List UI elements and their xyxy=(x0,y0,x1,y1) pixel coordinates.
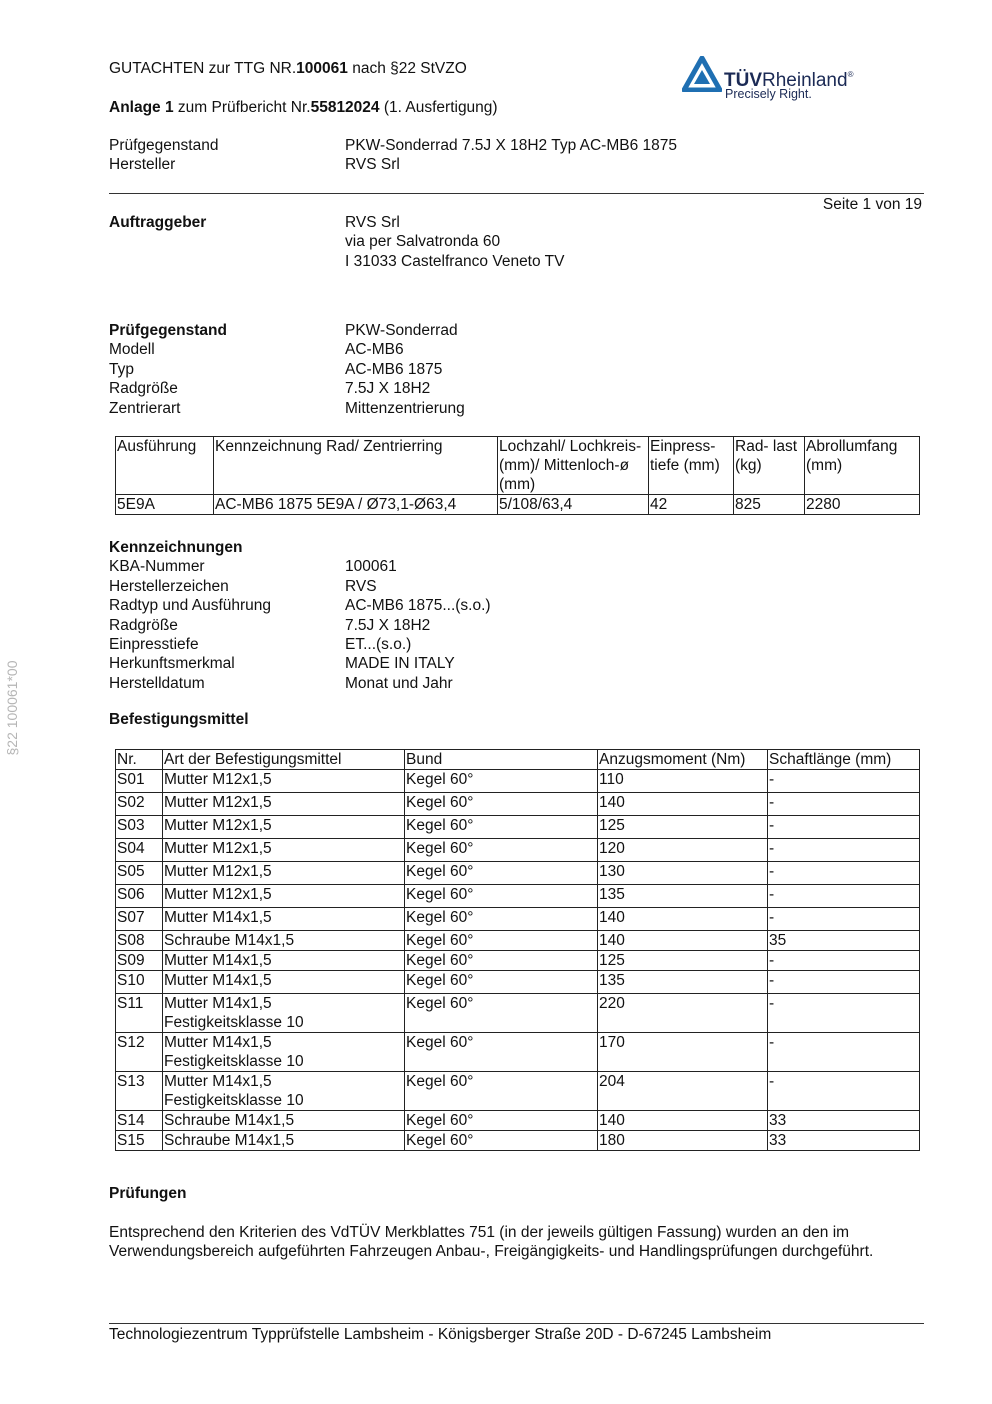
table-row xyxy=(116,770,920,793)
object-heading: Prüfgegenstand xyxy=(109,322,227,339)
summary-row xyxy=(109,155,929,174)
table-cell: - xyxy=(768,793,920,816)
table-cell: - xyxy=(768,908,920,931)
table-cell: 5/108/63,4 xyxy=(498,495,649,515)
markings-block xyxy=(109,538,929,693)
summary-label: Prüfgegenstand xyxy=(109,137,219,154)
table-cell: Kegel 60° xyxy=(405,1111,598,1131)
report-subtitle: Anlage 1 zum Prüfbericht Nr.55812024 (1. Ausfertigung) xyxy=(109,99,498,116)
table-cell: S14 xyxy=(116,1111,163,1131)
table-row xyxy=(116,495,920,515)
column-header: Abrollumfang (mm) xyxy=(805,437,920,495)
table-cell: Kegel 60° xyxy=(405,885,598,908)
tests-text: Entsprechend den Kriterien des VdTÜV Merkblattes 751 (in der jeweils gültigen Fassung) wurden an den im Verwendungsbereich aufgeführten Fahrzeugen Anbau-, Freigängigkeits- und Handlingsprüfungen durchgeführt. xyxy=(109,1224,874,1261)
table-cell: 825 xyxy=(734,495,805,515)
table-row xyxy=(116,1033,920,1072)
table-row xyxy=(116,885,920,908)
table-cell: 140 xyxy=(598,793,768,816)
table-cell: S09 xyxy=(116,951,163,971)
table-row xyxy=(116,793,920,816)
table-cell: - xyxy=(768,994,920,1033)
table-row xyxy=(116,1072,920,1111)
report-title: GUTACHTEN zur TTG NR.100061 nach §22 StVZO xyxy=(109,60,467,77)
table-cell: AC-MB6 1875 5E9A / Ø73,1-Ø63,4 xyxy=(214,495,498,515)
object-value: AC-MB6 xyxy=(345,341,404,359)
table-cell: 135 xyxy=(598,885,768,908)
table-cell: 110 xyxy=(598,770,768,793)
table-cell: 33 xyxy=(768,1131,920,1151)
object-value: Mittenzentrierung xyxy=(345,399,465,417)
table-cell: S04 xyxy=(116,839,163,862)
table-cell: - xyxy=(768,770,920,793)
table-cell: 140 xyxy=(598,908,768,931)
table-cell: S06 xyxy=(116,885,163,908)
table-cell: S10 xyxy=(116,971,163,994)
table-cell: Mutter M12x1,5 xyxy=(163,770,405,793)
table-cell: Mutter M14x1,5 Festigkeitsklasse 10 xyxy=(163,994,405,1033)
table-cell: Kegel 60° xyxy=(405,931,598,951)
table-cell: Mutter M14x1,5 xyxy=(163,971,405,994)
footer-divider xyxy=(109,1323,924,1324)
table-cell: S11 xyxy=(116,994,163,1033)
table-cell: 33 xyxy=(768,1111,920,1131)
column-header: Einpress-tiefe (mm) xyxy=(649,437,734,495)
table-cell: Mutter M14x1,5 Festigkeitsklasse 10 xyxy=(163,1072,405,1111)
object-block xyxy=(109,321,929,418)
table-cell: Kegel 60° xyxy=(405,1033,598,1072)
table-cell: 125 xyxy=(598,816,768,839)
object-label: Typ xyxy=(109,360,134,378)
table-cell: Schraube M14x1,5 xyxy=(163,1111,405,1131)
table-row xyxy=(116,931,920,951)
column-header: Lochzahl/ Lochkreis- (mm)/ Mittenloch-ø (mm) xyxy=(498,437,649,495)
table-cell: Mutter M14x1,5 xyxy=(163,951,405,971)
table-cell: S02 xyxy=(116,793,163,816)
table-cell: - xyxy=(768,885,920,908)
table-cell: Schraube M14x1,5 xyxy=(163,1131,405,1151)
marking-label: Einpresstiefe xyxy=(109,636,199,654)
object-label: Radgröße xyxy=(109,380,178,398)
logo-wordmark: TÜVRheinland® xyxy=(724,70,854,91)
table-cell: - xyxy=(768,816,920,839)
table-cell: Mutter M12x1,5 xyxy=(163,816,405,839)
marking-value: MADE IN ITALY xyxy=(345,655,455,673)
object-label: Zentrierart xyxy=(109,399,181,417)
table-cell: - xyxy=(768,971,920,994)
summary-label: Hersteller xyxy=(109,156,176,174)
table-cell: 42 xyxy=(649,495,734,515)
table-cell: Kegel 60° xyxy=(405,951,598,971)
column-header: Schaftlänge (mm) xyxy=(768,750,920,770)
table-cell: S13 xyxy=(116,1072,163,1111)
table-cell: 5E9A xyxy=(116,495,214,515)
table-cell: 120 xyxy=(598,839,768,862)
table-cell: Mutter M12x1,5 xyxy=(163,839,405,862)
logo-slogan: Precisely Right. xyxy=(725,87,812,101)
summary-value: PKW-Sonderrad 7.5J X 18H2 Typ AC-MB6 1875 xyxy=(345,137,677,154)
table-row xyxy=(116,816,920,839)
table-cell: Kegel 60° xyxy=(405,971,598,994)
table-cell: Mutter M12x1,5 xyxy=(163,885,405,908)
column-header: Ausführung xyxy=(116,437,214,495)
table-cell: - xyxy=(768,862,920,885)
table-cell: Kegel 60° xyxy=(405,816,598,839)
table-cell: Mutter M12x1,5 xyxy=(163,793,405,816)
table-cell: 125 xyxy=(598,951,768,971)
table-row xyxy=(116,971,920,994)
table-cell: S03 xyxy=(116,816,163,839)
client-line: I 31033 Castelfranco Veneto TV xyxy=(345,252,565,270)
fasteners-title: Befestigungsmittel xyxy=(109,711,249,728)
table-cell: Kegel 60° xyxy=(405,839,598,862)
tuv-triangle-icon xyxy=(682,56,722,92)
table-header-row xyxy=(116,750,920,770)
table-cell: Mutter M14x1,5 Festigkeitsklasse 10 xyxy=(163,1033,405,1072)
table-cell: Kegel 60° xyxy=(405,908,598,931)
table-cell: - xyxy=(768,1033,920,1072)
table-cell: Schraube M14x1,5 xyxy=(163,931,405,951)
marking-label: Radgröße xyxy=(109,616,178,634)
summary-value: RVS Srl xyxy=(345,156,400,174)
header-divider xyxy=(109,193,924,194)
table-cell: Kegel 60° xyxy=(405,994,598,1033)
table-cell: S12 xyxy=(116,1033,163,1072)
object-value: AC-MB6 1875 xyxy=(345,360,443,378)
column-header: Kennzeichnung Rad/ Zentrierring xyxy=(214,437,498,495)
column-header: Anzugsmoment (Nm) xyxy=(598,750,768,770)
marking-value: ET...(s.o.) xyxy=(345,636,412,654)
table-cell: Mutter M14x1,5 xyxy=(163,908,405,931)
table-cell: Kegel 60° xyxy=(405,770,598,793)
table-cell: 2280 xyxy=(805,495,920,515)
marking-label: KBA-Nummer xyxy=(109,558,205,576)
table-cell: Kegel 60° xyxy=(405,1072,598,1111)
fasteners-table xyxy=(115,749,920,1151)
table-cell: 135 xyxy=(598,971,768,994)
object-value: 7.5J X 18H2 xyxy=(345,380,431,398)
marking-value: RVS xyxy=(345,577,377,595)
table-cell: - xyxy=(768,1072,920,1111)
summary-row xyxy=(109,136,929,155)
table-cell: 180 xyxy=(598,1131,768,1151)
client-line: RVS Srl xyxy=(345,214,400,231)
table-cell: S01 xyxy=(116,770,163,793)
marking-label: Radtyp und Ausführung xyxy=(109,597,272,615)
marking-value: AC-MB6 1875...(s.o.) xyxy=(345,597,491,615)
table-cell: 204 xyxy=(598,1072,768,1111)
marking-value: Monat und Jahr xyxy=(345,674,453,692)
table-cell: 140 xyxy=(598,931,768,951)
marking-value: 100061 xyxy=(345,558,397,576)
table-cell: S08 xyxy=(116,931,163,951)
table-cell: Kegel 60° xyxy=(405,793,598,816)
table-cell: Kegel 60° xyxy=(405,1131,598,1151)
table-row xyxy=(116,839,920,862)
table-row xyxy=(116,908,920,931)
markings-title: Kennzeichnungen xyxy=(109,539,243,556)
tuv-logo xyxy=(682,56,882,104)
table-cell: Kegel 60° xyxy=(405,862,598,885)
table-cell: S07 xyxy=(116,908,163,931)
column-header: Rad- last (kg) xyxy=(734,437,805,495)
column-header: Nr. xyxy=(116,750,163,770)
table-row xyxy=(116,951,920,971)
table-cell: 220 xyxy=(598,994,768,1033)
column-header: Bund xyxy=(405,750,598,770)
table-cell: 140 xyxy=(598,1111,768,1131)
table-cell: 130 xyxy=(598,862,768,885)
side-stamp: §22 100061*00 xyxy=(4,660,20,756)
wheel-spec-table xyxy=(115,436,920,515)
table-cell: 35 xyxy=(768,931,920,951)
marking-value: 7.5J X 18H2 xyxy=(345,616,431,634)
tests-title: Prüfungen xyxy=(109,1185,187,1202)
object-heading-value: PKW-Sonderrad xyxy=(345,322,458,339)
table-cell: Mutter M12x1,5 xyxy=(163,862,405,885)
table-cell: - xyxy=(768,839,920,862)
client-label: Auftraggeber xyxy=(109,214,207,231)
page-number: Seite 1 von 19 xyxy=(822,196,922,213)
table-header-row xyxy=(116,437,920,495)
table-cell: - xyxy=(768,951,920,971)
marking-label: Herkunftsmerkmal xyxy=(109,655,235,673)
marking-label: Herstellerzeichen xyxy=(109,577,229,595)
table-cell: S15 xyxy=(116,1131,163,1151)
object-label: Modell xyxy=(109,341,155,359)
table-cell: S05 xyxy=(116,862,163,885)
marking-label: Herstelldatum xyxy=(109,674,205,692)
table-row xyxy=(116,1111,920,1131)
footer-text: Technologiezentrum Typprüfstelle Lambsheim - Königsberger Straße 20D - D-67245 Lambsheim xyxy=(109,1326,772,1343)
table-row xyxy=(116,862,920,885)
table-row xyxy=(116,994,920,1033)
client-block xyxy=(109,213,929,271)
column-header: Art der Befestigungsmittel xyxy=(163,750,405,770)
table-cell: 170 xyxy=(598,1033,768,1072)
client-line: via per Salvatronda 60 xyxy=(345,233,501,251)
table-row xyxy=(116,1131,920,1151)
summary-block xyxy=(109,136,929,175)
